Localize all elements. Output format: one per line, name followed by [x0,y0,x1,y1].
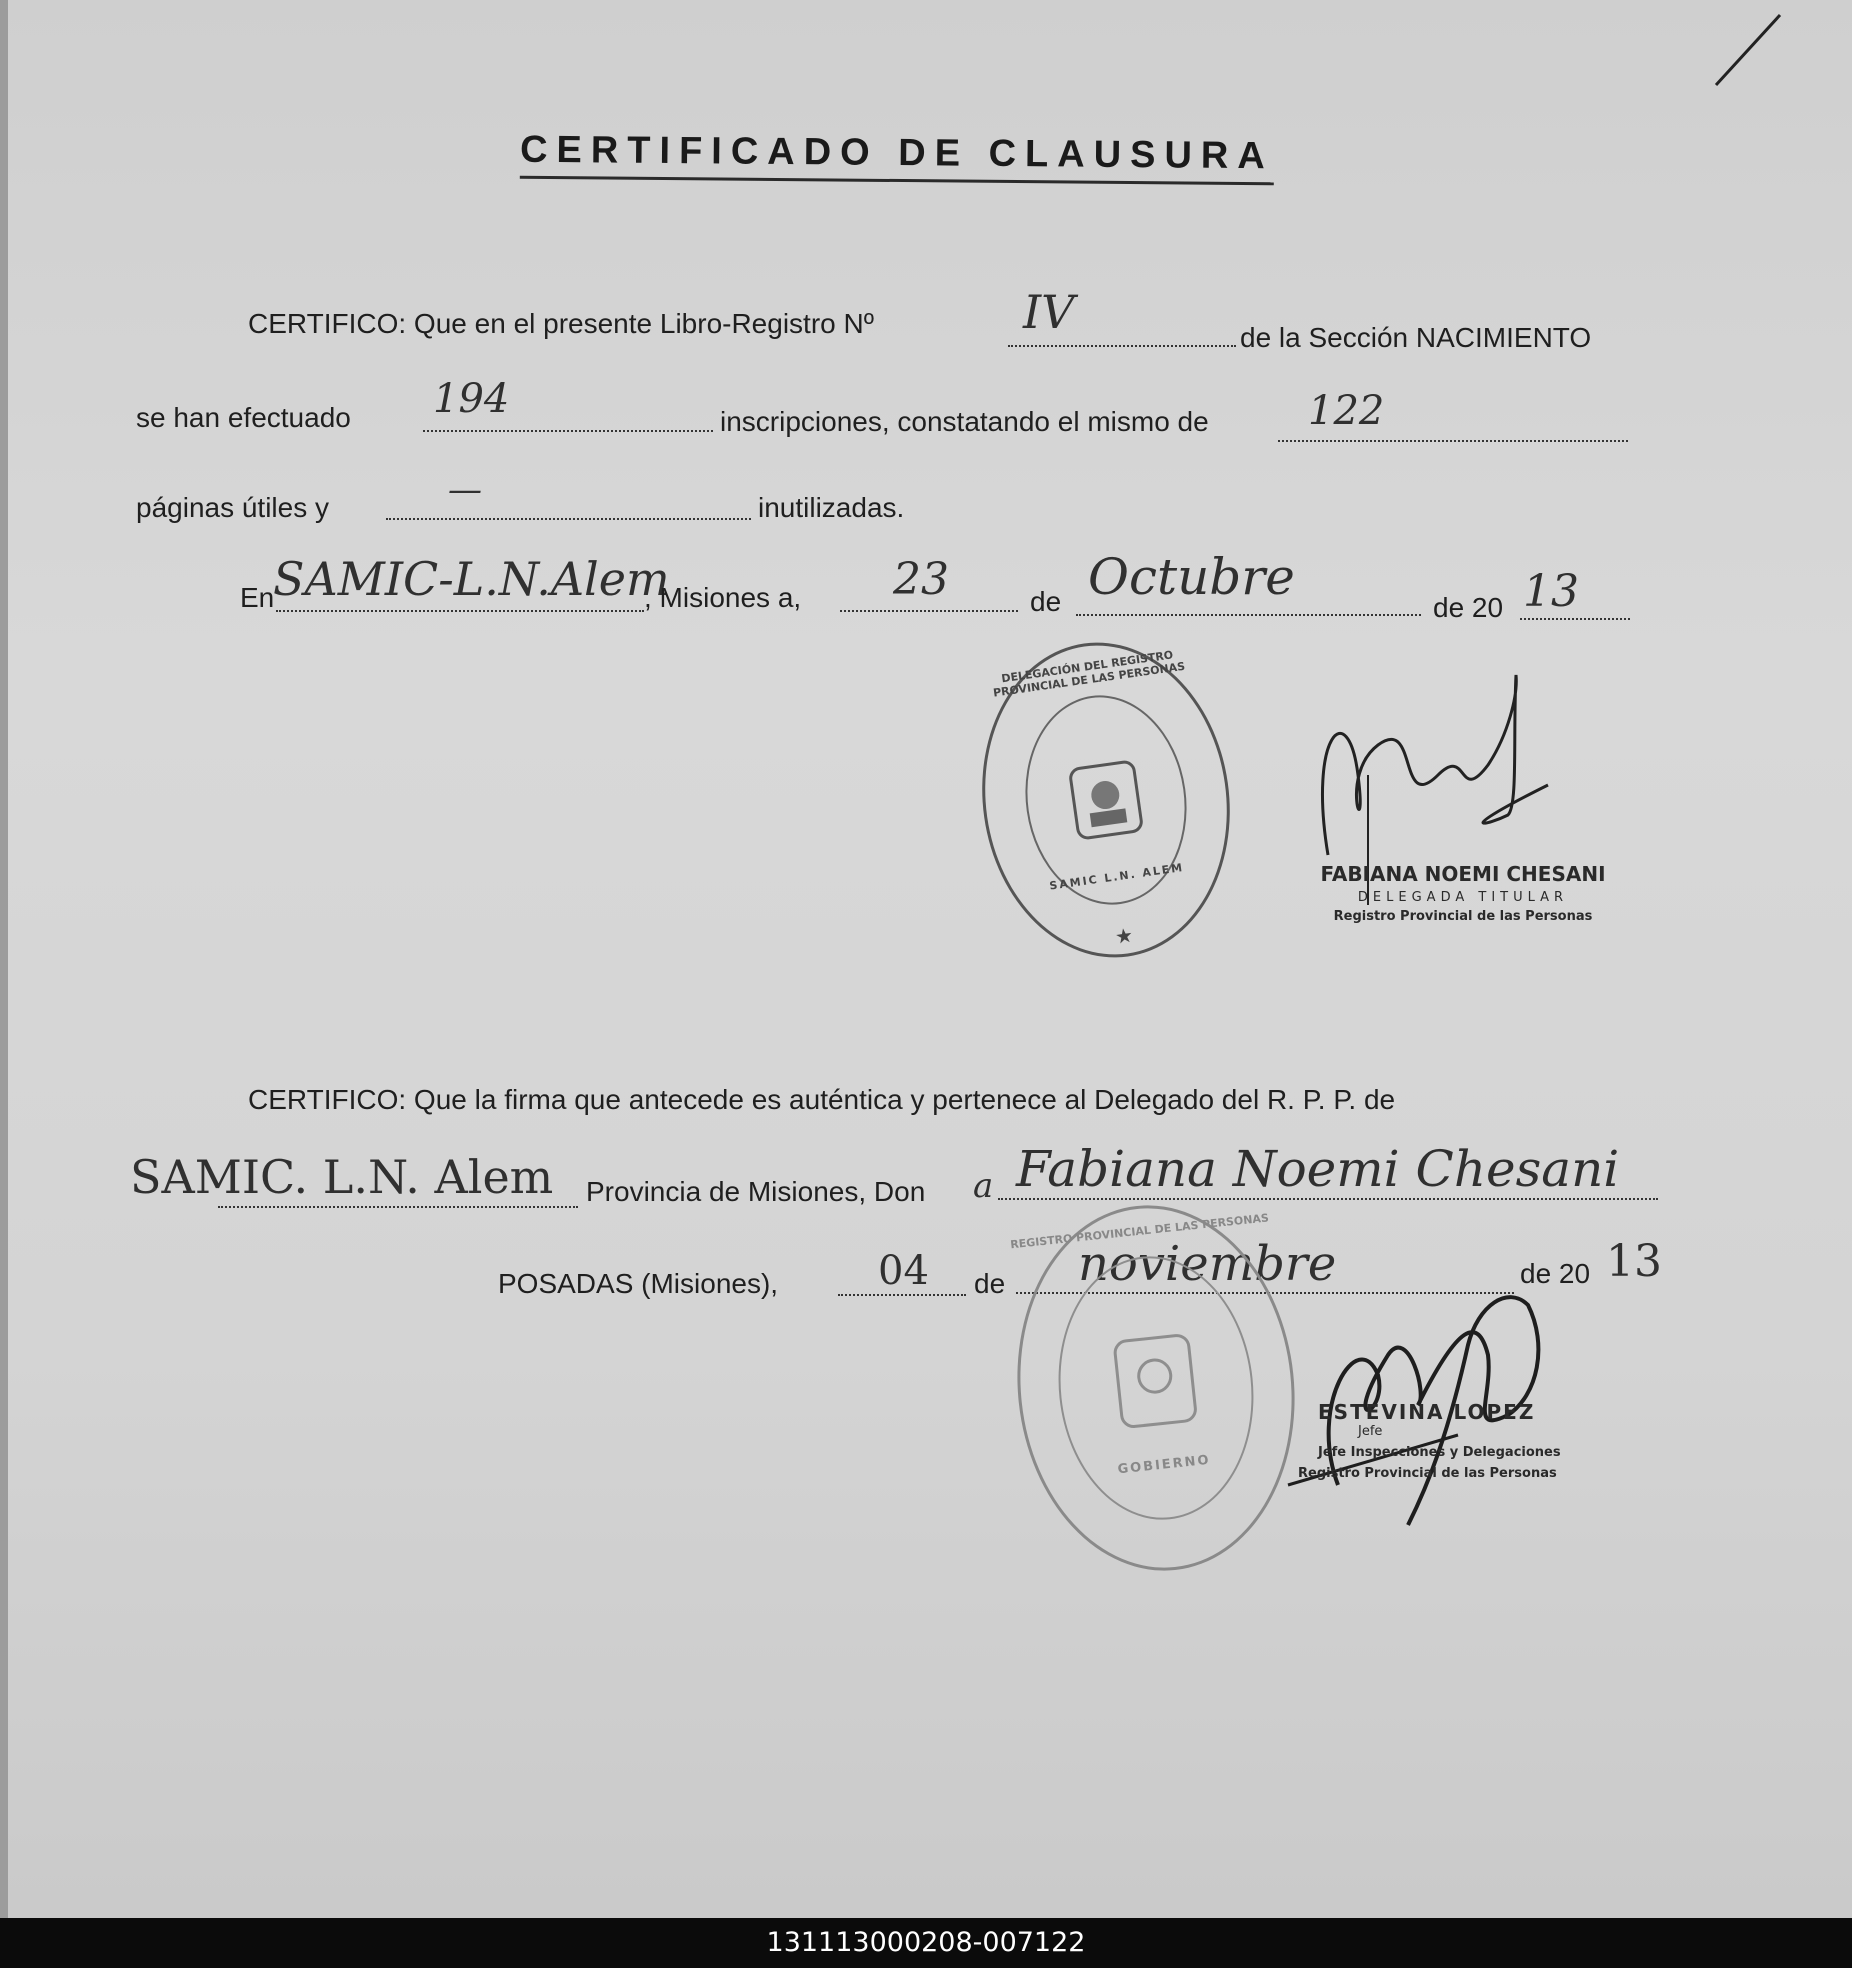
para1-line4-de: de [1030,586,1062,617]
inutilizadas-count: — [448,470,482,510]
para1-line1-end: de la Sección NACIMIENTO [1240,322,1592,353]
para2-mes-handwritten: noviembre [1078,1236,1337,1292]
para2-line1: CERTIFICO: Que la firma que antecede es auténtica y pertenece al Delegado del R. P. P. de [248,1084,1396,1115]
document-page [8,0,1852,1918]
anio-dots [1520,618,1630,620]
signature1-name: FABIANA NOEMI CHESANI [1320,862,1606,886]
para2-dia-handwritten: 04 [878,1248,929,1294]
libro-number: IV [1023,285,1075,339]
inutilizadas-dots [386,518,751,520]
dia-handwritten: 23 [893,554,949,605]
stamp2-crest-icon [1105,1324,1206,1443]
para1-line1-start: CERTIFICO: Que en el presente Libro-Registro Nº [248,308,874,339]
para2-dia-dots [838,1294,966,1296]
para1-line4-en: En [240,582,275,613]
star-icon: ★ [1113,922,1137,949]
signature1-office: Registro Provincial de las Personas [1333,909,1593,924]
lugar-handwritten: SAMIC-L.N.Alem [273,552,670,606]
para1-line2-start: se han efectuado [136,402,351,433]
para2-anio-handwritten: 13 [1606,1236,1662,1287]
mes-dots [1076,614,1421,616]
para2-line3-year-prefix: de 20 [1520,1258,1591,1289]
signature2-name: ESTEVINA LOPEZ [1318,1400,1536,1424]
inscripciones-count: 194 [433,376,510,422]
libro-dots [1008,345,1236,347]
coat-of-arms-icon [1062,750,1150,850]
nombre-handwritten: Fabiana Noemi Chesani [1016,1140,1620,1198]
stamp1-text: DELEGACIÓN DEL REGISTRO PROVINCIAL DE LAS PERSONAS [992,648,1186,700]
para1-line4-year-prefix: de 20 [1433,592,1504,623]
lugar-dots [276,610,644,612]
mes-handwritten: Octubre [1088,548,1295,606]
corner-mark-icon [1708,10,1788,90]
signature2-line3: Jefe Inspecciones y Delegaciones [1318,1445,1561,1460]
para1-line3-end: inutilizadas. [758,492,905,523]
para2-lugar-dots [218,1206,578,1208]
para2-line2-start: Provincia de Misiones, Don [586,1176,926,1207]
stamp2-text: REGISTRO PROVINCIAL DE LAS PERSONAS [1009,1211,1270,1252]
para2-lugar-handwritten: SAMIC. L.N. Alem [130,1150,554,1204]
stamp2-center-text: GOBIERNO [1116,1452,1212,1478]
nombre-dots [998,1198,1658,1200]
paginas-count: 122 [1308,388,1385,434]
signature1-block [1298,862,1628,924]
anio-handwritten: 13 [1523,566,1579,617]
paginas-dots [1278,440,1628,442]
para1-line3-start: páginas útiles y [136,492,330,523]
signature1-role: DELEGADA TITULAR [1357,890,1569,905]
dia-dots [840,610,1018,612]
don-suffix: a [973,1166,994,1206]
signature2-office: Registro Provincial de las Personas [1298,1466,1557,1481]
para2-line3-start: POSADAS (Misiones), [498,1268,779,1299]
para1-line2-mid: inscripciones, constatando el mismo de [720,406,1209,437]
registry-stamp [962,626,1250,973]
document-title: CERTIFICADO DE CLAUSURA [520,129,1274,186]
document-id-footer: 131113000208-007122 [0,1918,1852,1968]
para2-line3-de: de [974,1268,1006,1299]
stamp1-center-text: SAMIC L.N. ALEM [1048,860,1185,893]
inscripciones-dots [423,430,713,432]
para1-line4-misiones: , Misiones a, [644,582,802,613]
signature2-role: Jefe [1358,1424,1383,1439]
signature2-block [1298,1400,1588,1481]
